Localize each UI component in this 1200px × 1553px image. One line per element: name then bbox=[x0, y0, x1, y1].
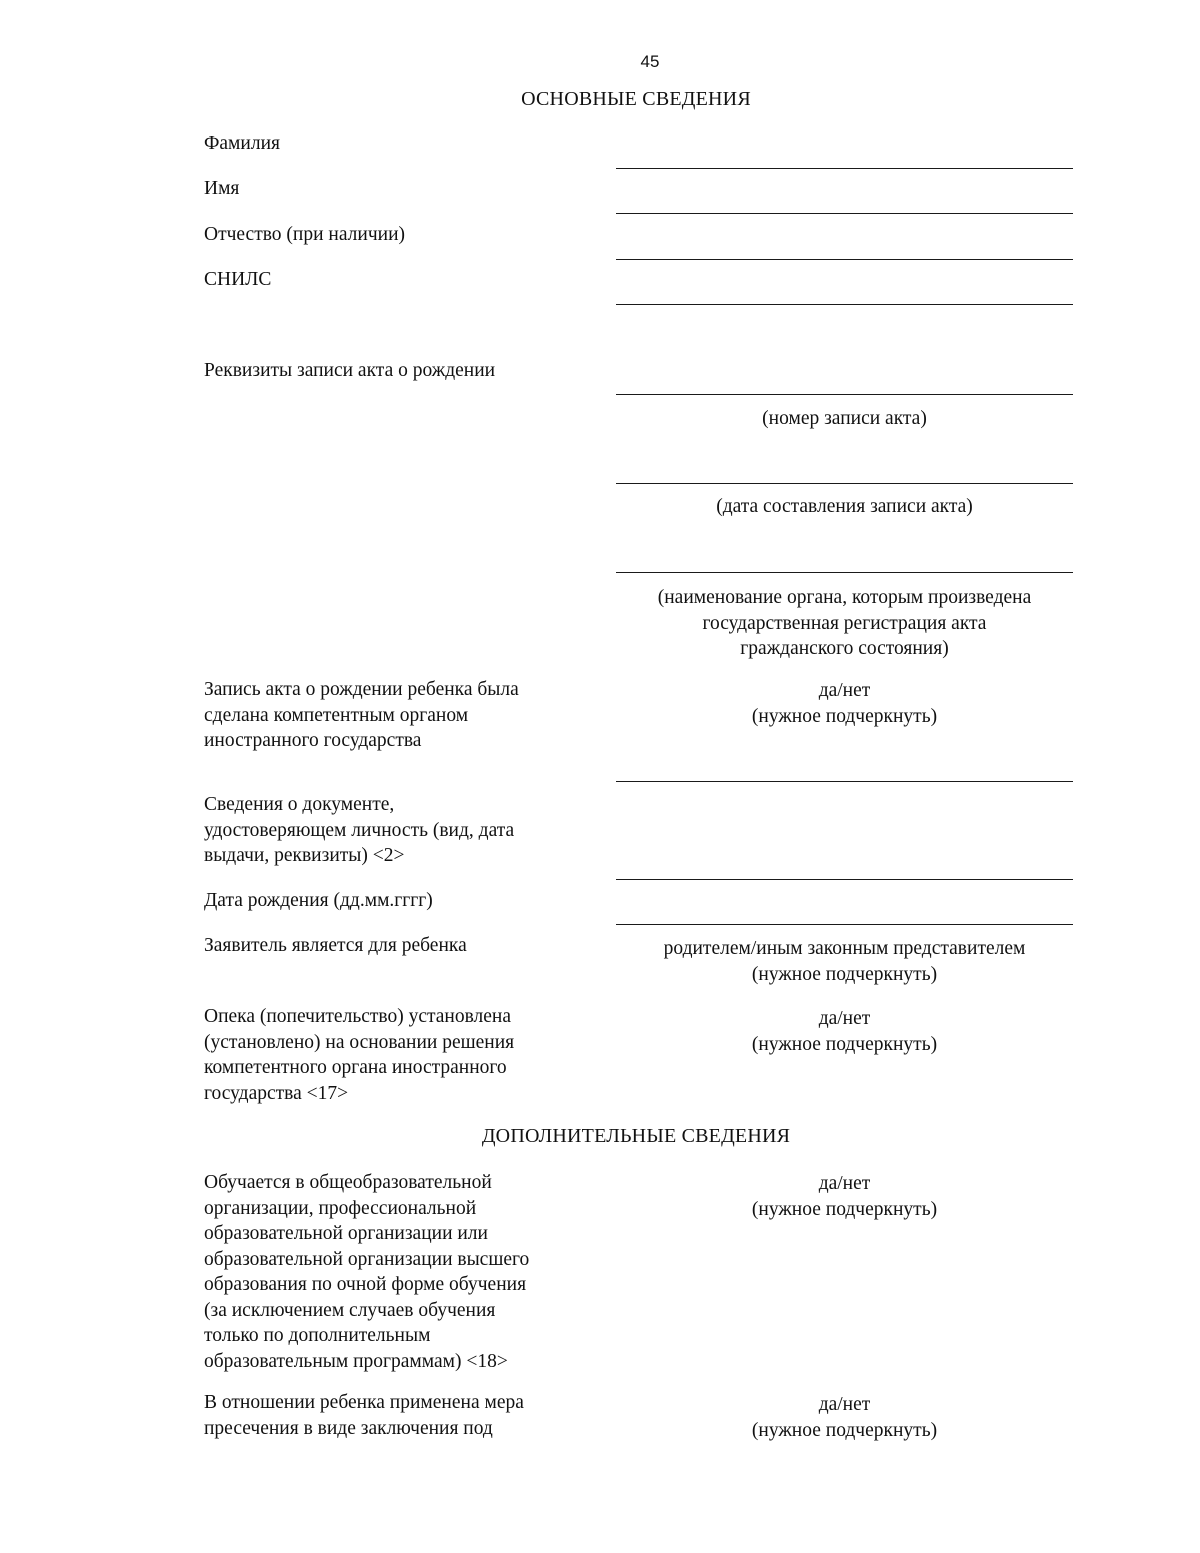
record-number-input-line[interactable] bbox=[616, 394, 1073, 395]
birth-date-input-line[interactable] bbox=[616, 924, 1073, 925]
authority-caption: (наименование органа, которым произведена государственная регистрация акта гражданского состояния) bbox=[657, 587, 1032, 659]
identity-doc-label: Сведения о документе, удостоверяющем личность (вид, дата выдачи, реквизиты) <2> bbox=[204, 794, 515, 866]
custody-choice[interactable]: да/нет (нужное подчеркнуть) bbox=[751, 1394, 938, 1441]
surname-label: Фамилия bbox=[204, 133, 280, 154]
studies-label: Обучается в общеобразовательной организации, профессиональной образовательной организации или образовательной организации высшего образования по очной форме обучения (за исключением случаев обучения только по дополнительным образовательным программам) <18> bbox=[204, 1172, 530, 1372]
snils-label: СНИЛС bbox=[204, 269, 272, 290]
additional-heading: ДОПОЛНИТЕЛЬНЫЕ СВЕДЕНИЯ bbox=[481, 1125, 791, 1147]
foreign-birth-record-label: Запись акта о рождении ребенка была сделана компетентным органом иностранного государства bbox=[204, 679, 519, 751]
guardianship-label: Опека (попечительство) установлена (установлено) на основании решения компетентного органа иностранного государства <17> bbox=[204, 1006, 515, 1104]
birth-date-label: Дата рождения (дд.мм.гггг) bbox=[204, 890, 433, 911]
patronymic-input-line[interactable] bbox=[616, 259, 1073, 260]
name-input-line[interactable] bbox=[616, 213, 1073, 214]
applicant-role-choice[interactable]: родителем/иным законным представителем (нужное подчеркнуть) bbox=[663, 938, 1026, 985]
record-date-input-line[interactable] bbox=[616, 483, 1073, 484]
name-label: Имя bbox=[204, 178, 240, 199]
page-number: 45 bbox=[640, 52, 660, 71]
record-number-caption: (номер записи акта) bbox=[762, 408, 927, 429]
guardianship-choice[interactable]: да/нет (нужное подчеркнуть) bbox=[751, 1008, 938, 1055]
applicant-is-label: Заявитель является для ребенка bbox=[204, 935, 467, 956]
snils-input-line[interactable] bbox=[616, 304, 1073, 305]
birth-record-label: Реквизиты записи акта о рождении bbox=[204, 360, 496, 381]
main-heading: ОСНОВНЫЕ СВЕДЕНИЯ bbox=[521, 88, 751, 110]
surname-input-line[interactable] bbox=[616, 168, 1073, 169]
patronymic-label: Отчество (при наличии) bbox=[204, 224, 406, 245]
authority-input-line[interactable] bbox=[616, 572, 1073, 573]
studies-choice[interactable]: да/нет (нужное подчеркнуть) bbox=[751, 1173, 938, 1220]
record-date-caption: (дата составления записи акта) bbox=[716, 496, 973, 517]
custody-label: В отношении ребенка применена мера пресечения в виде заключения под bbox=[204, 1392, 524, 1439]
identity-doc-input-line-2[interactable] bbox=[616, 879, 1073, 880]
identity-doc-input-line-1[interactable] bbox=[616, 781, 1073, 782]
foreign-birth-record-choice[interactable]: да/нет (нужное подчеркнуть) bbox=[751, 680, 938, 727]
